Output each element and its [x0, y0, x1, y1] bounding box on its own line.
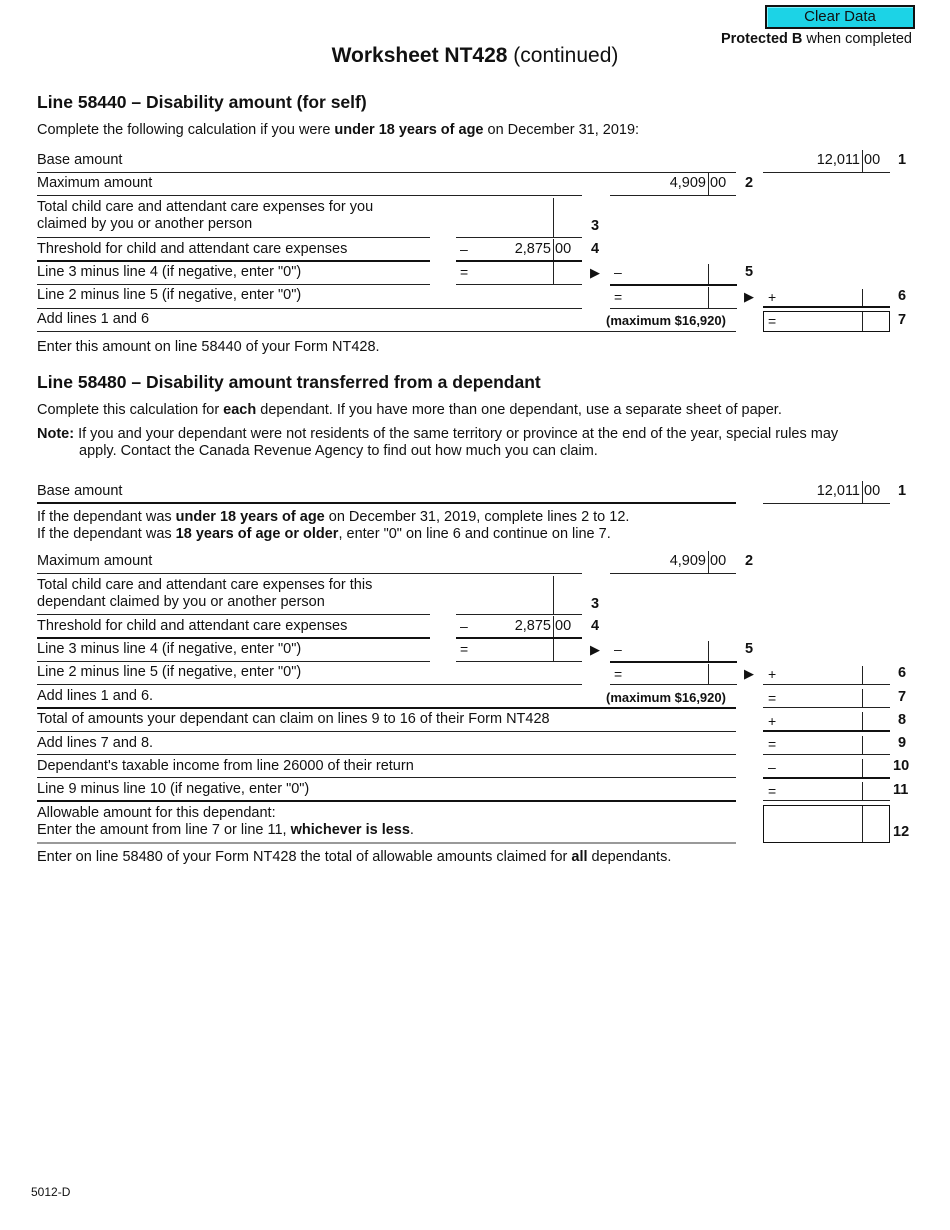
s2-line3-expenses-input[interactable] [458, 594, 550, 612]
s1-line1-dollars: 12,011 [816, 152, 860, 168]
cents-separator [553, 616, 554, 638]
note-text: If you and your dependant were not residents of the same territory or province at the end of the year, special rules may [74, 426, 839, 442]
cents-separator [553, 576, 554, 614]
s2-line1-dollars: 12,011 [816, 483, 860, 499]
divider [37, 684, 582, 685]
line-number: 7 [898, 689, 907, 705]
divider [763, 707, 890, 708]
section2-intro [37, 402, 782, 418]
s2-maximum-amount-label: Maximum amount [37, 553, 153, 569]
s1-line3-expenses-input[interactable] [458, 216, 550, 234]
s2-base-amount-label: Base amount [37, 483, 123, 499]
cents-separator [862, 481, 863, 503]
s2-line12-input[interactable] [768, 815, 858, 833]
s2-line3-minus-4-label: Line 3 minus line 4 (if negative, enter "0") [37, 641, 302, 657]
s2-line1-cents: 00 [864, 483, 881, 499]
condition-18-or-older [37, 526, 611, 542]
protected-b-suffix: when completed [802, 31, 912, 47]
maximum-note: (maximum $16,920) [606, 313, 726, 328]
intro-text: Complete the following calculation if you were [37, 122, 335, 138]
s2-line8-input[interactable] [782, 712, 858, 730]
cents-separator [862, 312, 863, 331]
line-number: 12 [893, 824, 910, 840]
s2-taxable-income-label: Dependant's taxable income from line 26000 of their return [37, 758, 414, 774]
minus-sign: – [614, 641, 622, 657]
cents-separator [862, 666, 863, 684]
section1-heading: Line 58440 – Disability amount (for self) [37, 92, 367, 112]
section2-footer [37, 849, 671, 865]
cents-separator [708, 287, 709, 308]
divider [456, 614, 582, 615]
footer-text: dependants. [587, 849, 672, 865]
divider [37, 754, 736, 755]
equals-sign: = [614, 666, 623, 682]
equals-sign: = [460, 264, 469, 280]
cond-text: If the dependant was [37, 526, 176, 542]
s1-line3-minus-4-label: Line 3 minus line 4 (if negative, enter "0") [37, 264, 302, 280]
divider [456, 637, 582, 639]
line-number: 2 [745, 553, 754, 569]
section2-note-line2: apply. Contact the Canada Revenue Agency to find out how much you can claim. [79, 443, 598, 459]
divider [37, 260, 430, 262]
line-number: 10 [893, 758, 910, 774]
cents-separator [862, 150, 863, 172]
s2-line10-input[interactable] [782, 758, 858, 776]
divider [763, 172, 890, 173]
title-suffix: (continued) [507, 44, 619, 67]
s2-add-lines-1-6-label: Add lines 1 and 6. [37, 688, 154, 704]
divider [610, 684, 737, 685]
divider [37, 842, 736, 844]
divider [763, 730, 890, 732]
line-number: 6 [898, 665, 907, 681]
plus-sign: + [768, 289, 777, 305]
minus-sign: – [614, 264, 622, 280]
s1-expenses-label-2: claimed by you or another person [37, 216, 253, 232]
s2-line2-dollars: 4,909 [669, 553, 706, 569]
cents-separator [708, 664, 709, 684]
line-number: 3 [591, 596, 600, 612]
cents-separator [708, 551, 709, 573]
divider [37, 237, 430, 238]
allowable-text: . [409, 822, 414, 838]
s1-line6a-input[interactable] [628, 288, 704, 306]
s2-expenses-label-1: Total child care and attendant care expenses for this [37, 577, 373, 593]
allowable-text: Enter the amount from line 7 or line 11, [37, 822, 291, 838]
divider [610, 284, 737, 286]
divider [37, 308, 582, 309]
arrow-right-icon: ▶ [590, 642, 600, 657]
divider [37, 777, 736, 778]
equals-sign: = [768, 313, 777, 329]
s1-line4-cents: 00 [555, 241, 572, 257]
allowable-bold: whichever is less [290, 822, 410, 838]
divider [456, 284, 582, 285]
cond-text: , enter "0" on line 6 and continue on line 7. [338, 526, 611, 542]
cents-separator [708, 173, 709, 195]
line-number: 11 [893, 782, 909, 798]
s2-expenses-label-2: dependant claimed by you or another person [37, 594, 325, 610]
divider [763, 684, 890, 685]
s1-expenses-label-1: Total child care and attendant care expenses for you [37, 199, 374, 215]
divider [610, 661, 737, 663]
line-number: 8 [898, 712, 907, 728]
s2-threshold-label: Threshold for child and attendant care expenses [37, 618, 348, 634]
s2-line6a-input[interactable] [628, 665, 704, 683]
divider [37, 195, 582, 196]
cents-separator [862, 736, 863, 754]
s1-line1-cents: 00 [864, 152, 881, 168]
equals-sign: = [614, 289, 623, 305]
section2-note [37, 426, 838, 442]
title-main: Worksheet NT428 [331, 44, 508, 67]
s2-line4-dollars: 2,875 [514, 618, 551, 634]
cents-separator [862, 712, 863, 731]
intro-text: Complete this calculation for [37, 402, 224, 418]
divider [610, 308, 737, 309]
cents-separator [862, 759, 863, 777]
s2-line9-minus-10-label: Line 9 minus line 10 (if negative, enter "0") [37, 781, 310, 797]
cond-text: on December 31, 2019, complete lines 2 to 12. [324, 509, 630, 525]
s2-line9-input[interactable] [782, 735, 858, 753]
s2-line7-input[interactable] [782, 689, 858, 707]
clear-data-button[interactable]: Clear Data [765, 5, 915, 29]
line-number: 1 [898, 152, 907, 168]
divider [37, 502, 736, 504]
line-number: 2 [745, 175, 754, 191]
minus-sign: – [460, 241, 468, 257]
cents-separator [553, 262, 554, 284]
cents-separator [553, 198, 554, 237]
line-number: 5 [745, 641, 754, 657]
s2-allowable-label-1: Allowable amount for this dependant: [37, 805, 276, 821]
form-code: 5012-D [31, 1185, 71, 1199]
divider [37, 800, 736, 802]
intro-bold: under 18 years of age [334, 122, 484, 138]
maximum-note: (maximum $16,920) [606, 690, 726, 705]
intro-text: dependant. If you have more than one dependant, use a separate sheet of paper. [256, 402, 782, 418]
s1-line7-input[interactable] [782, 313, 858, 330]
protected-b-label: Protected B [720, 31, 803, 47]
divider [456, 237, 582, 238]
s1-maximum-amount-label: Maximum amount [37, 175, 153, 191]
s2-line5a-input[interactable] [476, 641, 551, 659]
minus-sign: – [768, 759, 776, 775]
arrow-right-icon: ▶ [744, 289, 754, 304]
intro-text: on December 31, 2019: [483, 122, 640, 138]
note-label: Note: [37, 426, 75, 442]
divider [37, 637, 430, 639]
cents-separator [862, 782, 863, 800]
minus-sign: – [460, 618, 468, 634]
s1-threshold-label: Threshold for child and attendant care expenses [37, 241, 348, 257]
s1-line2-cents: 00 [710, 175, 727, 191]
s1-line5a-input[interactable] [476, 264, 551, 282]
s2-line4-cents: 00 [555, 618, 572, 634]
line-number: 4 [591, 618, 600, 634]
line-number: 4 [591, 241, 600, 257]
s1-line2-dollars: 4,909 [669, 175, 706, 191]
section2-heading: Line 58480 – Disability amount transferred from a dependant [37, 372, 541, 392]
divider [763, 503, 890, 504]
divider [610, 573, 736, 574]
divider [763, 306, 890, 308]
cond-bold: under 18 years of age [175, 509, 325, 525]
section1-intro [37, 122, 639, 138]
line-number: 3 [591, 218, 600, 234]
divider [456, 260, 582, 262]
cents-separator [708, 264, 709, 284]
line-number: 6 [898, 288, 907, 304]
cond-text: If the dependant was [37, 509, 176, 525]
divider [37, 661, 430, 662]
footer-text: Enter on line 58480 of your Form NT428 the total of allowable amounts claimed for [37, 849, 572, 865]
line-number: 9 [898, 735, 907, 751]
s2-add-lines-7-8-label: Add lines 7 and 8. [37, 735, 154, 751]
divider [37, 614, 430, 615]
cond-bold: 18 years of age or older [175, 526, 339, 542]
cents-separator [708, 641, 709, 661]
cents-separator [553, 239, 554, 261]
s2-allowable-label-2 [37, 822, 414, 839]
s1-base-amount-label: Base amount [37, 152, 123, 168]
s1-line6-input[interactable] [782, 288, 858, 306]
s2-line5-input[interactable] [628, 641, 704, 659]
equals-sign: = [460, 641, 469, 657]
arrow-right-icon: ▶ [744, 666, 754, 681]
s2-line2-minus-5-label: Line 2 minus line 5 (if negative, enter "0") [37, 664, 302, 680]
divider [37, 707, 736, 709]
arrow-right-icon: ▶ [590, 265, 600, 280]
divider [37, 331, 736, 332]
s1-line2-minus-5-label: Line 2 minus line 5 (if negative, enter "0") [37, 287, 302, 303]
footer-bold: all [571, 849, 588, 865]
equals-sign: = [768, 736, 777, 752]
divider [37, 172, 736, 173]
divider [37, 731, 736, 732]
s2-line6-input[interactable] [782, 665, 858, 683]
cents-separator [553, 639, 554, 661]
intro-bold: each [223, 402, 257, 418]
section1-footer: Enter this amount on line 58440 of your Form NT428. [37, 339, 380, 355]
divider [456, 661, 582, 662]
equals-sign: = [768, 783, 777, 799]
line-number: 1 [898, 483, 907, 499]
line-number: 5 [745, 264, 754, 280]
divider [763, 754, 890, 755]
s1-add-lines-label: Add lines 1 and 6 [37, 311, 150, 327]
page-title [0, 44, 950, 68]
s2-dependant-claim-label: Total of amounts your dependant can claim on lines 9 to 16 of their Form NT428 [37, 711, 550, 727]
equals-sign: = [768, 690, 777, 706]
divider [763, 777, 890, 779]
s2-line2-cents: 00 [710, 553, 727, 569]
divider [37, 573, 582, 574]
plus-sign: + [768, 713, 777, 729]
divider [610, 195, 736, 196]
condition-under-18 [37, 509, 629, 525]
s2-line11-input[interactable] [782, 782, 858, 800]
divider [763, 800, 890, 801]
s1-line5-input[interactable] [628, 264, 704, 282]
plus-sign: + [768, 666, 777, 682]
cents-separator [862, 806, 863, 842]
cents-separator [862, 689, 863, 707]
divider [37, 284, 430, 285]
s1-line4-dollars: 2,875 [514, 241, 551, 257]
line-number: 7 [898, 312, 907, 328]
